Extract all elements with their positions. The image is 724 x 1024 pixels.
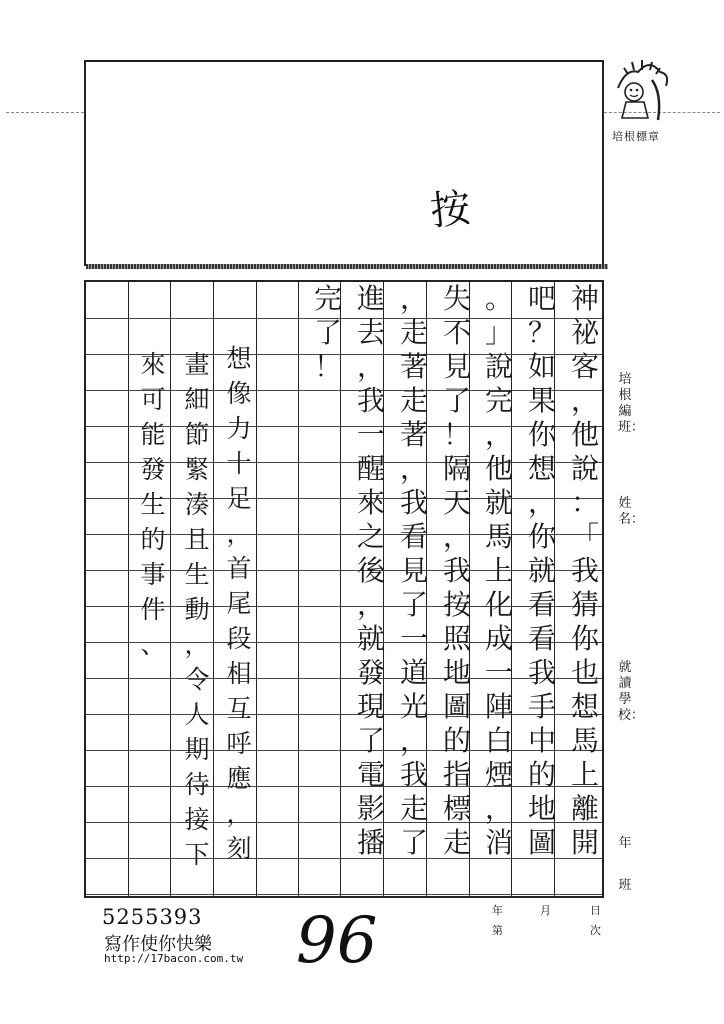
essay-char: 地 xyxy=(527,792,556,825)
essay-char: 播 xyxy=(356,826,385,859)
comment-char: 待 xyxy=(184,770,210,799)
essay-char: 就 xyxy=(484,486,513,519)
essay-char: 猜 xyxy=(570,588,599,621)
essay-char: 馬 xyxy=(570,724,599,757)
comment-char: 能 xyxy=(140,420,166,449)
essay-char: 我 xyxy=(399,758,428,791)
essay-char: 的 xyxy=(527,758,556,791)
grid-column-line xyxy=(298,282,299,896)
comment-char: 的 xyxy=(140,525,166,554)
essay-char: 完 xyxy=(484,384,513,417)
essay-char: 想 xyxy=(527,452,556,485)
essay-char: 客 xyxy=(570,350,599,383)
essay-char: 一 xyxy=(484,656,513,689)
essay-char: 吧 xyxy=(527,282,556,315)
essay-char: 你 xyxy=(527,418,556,451)
date-year-label: 年 xyxy=(492,904,503,917)
comment-char: 力 xyxy=(226,414,252,443)
essay-char: ， xyxy=(356,588,385,621)
essay-char: 手 xyxy=(527,690,556,723)
comment-char: 令 xyxy=(184,665,210,694)
essay-char: 不 xyxy=(442,316,471,349)
comment-char: 首 xyxy=(226,554,252,583)
essay-char: 電 xyxy=(356,758,385,791)
comment-char: 細 xyxy=(184,385,210,414)
essay-char: 的 xyxy=(442,724,471,757)
essay-char: 走 xyxy=(399,792,428,825)
essay-char: 消 xyxy=(484,826,513,859)
box-bottom-border xyxy=(86,264,608,269)
essay-char: 成 xyxy=(484,622,513,655)
essay-char: ， xyxy=(399,724,428,757)
essay-char: 隔 xyxy=(442,452,471,485)
essay-char: 他 xyxy=(484,452,513,485)
comment-char: 期 xyxy=(184,735,210,764)
comment-char: ， xyxy=(226,519,252,548)
top-dashed-line-left xyxy=(6,112,84,113)
name-label: 姓名： xyxy=(618,496,645,527)
essay-char: 化 xyxy=(484,588,513,621)
essay-char: 上 xyxy=(570,758,599,791)
essay-char: 我 xyxy=(399,486,428,519)
essay-char: 完 xyxy=(313,282,342,315)
comment-char: 生 xyxy=(184,560,210,589)
grid-column-line xyxy=(128,282,129,896)
essay-char: ， xyxy=(356,350,385,383)
essay-char: 果 xyxy=(527,384,556,417)
essay-char: 道 xyxy=(399,656,428,689)
essay-char: 照 xyxy=(442,622,471,655)
essay-char: 看 xyxy=(527,588,556,621)
date-day-label: 日 xyxy=(590,904,601,917)
essay-char: ， xyxy=(399,452,428,485)
essay-char: 」 xyxy=(484,316,513,349)
essay-char: 地 xyxy=(442,656,471,689)
essay-char: ， xyxy=(484,792,513,825)
grid-row-line xyxy=(86,858,602,859)
essay-char: 你 xyxy=(570,622,599,655)
comment-char: 動 xyxy=(184,595,210,624)
grid-column-line xyxy=(256,282,257,896)
essay-char: ！ xyxy=(442,418,471,451)
comment-char: 人 xyxy=(184,700,210,729)
essay-char: 神 xyxy=(570,282,599,315)
essay-char: 了 xyxy=(399,826,428,859)
score: 96 xyxy=(296,904,378,978)
essay-char: 標 xyxy=(442,792,471,825)
comment-char: 、 xyxy=(140,630,166,659)
comment-char: 來 xyxy=(140,350,166,379)
comment-char: 下 xyxy=(184,840,210,869)
class-unit-label: 班 xyxy=(618,878,632,893)
essay-char: 失 xyxy=(442,282,471,315)
date-month-label: 月 xyxy=(540,904,551,917)
essay-char: 說 xyxy=(570,452,599,485)
essay-char: ， xyxy=(484,418,513,451)
essay-char: 祕 xyxy=(570,316,599,349)
essay-char: 光 xyxy=(399,690,428,723)
essay-char: 。 xyxy=(484,282,513,315)
essay-char: 如 xyxy=(527,350,556,383)
essay-char: 上 xyxy=(484,554,513,587)
comment-char: 刻 xyxy=(226,834,252,863)
teacher-comment-box xyxy=(84,60,604,266)
essay-char: 見 xyxy=(442,350,471,383)
essay-char: 進 xyxy=(356,282,385,315)
footer-url: http://17bacon.com.tw xyxy=(104,952,244,965)
comment-char: 事 xyxy=(140,560,166,589)
comment-char: 想 xyxy=(226,344,252,373)
comment-char: 像 xyxy=(226,379,252,408)
essay-char: 圖 xyxy=(442,690,471,723)
comment-char: 生 xyxy=(140,490,166,519)
essay-char: ， xyxy=(399,282,428,315)
essay-char: 陣 xyxy=(484,690,513,723)
essay-char: 去 xyxy=(356,316,385,349)
essay-char: 了 xyxy=(442,384,471,417)
comment-char: 湊 xyxy=(184,490,210,519)
essay-char: ： xyxy=(570,486,599,519)
order-suffix-label: 次 xyxy=(590,924,601,937)
essay-char: 開 xyxy=(570,826,599,859)
essay-char: 來 xyxy=(356,486,385,519)
comment-char: 互 xyxy=(226,694,252,723)
essay-char: 我 xyxy=(442,554,471,587)
essay-char: 現 xyxy=(356,690,385,723)
essay-char: 著 xyxy=(399,418,428,451)
essay-char: ？ xyxy=(527,316,556,349)
essay-char: 煙 xyxy=(484,758,513,791)
essay-char: 看 xyxy=(399,520,428,553)
essay-char: ， xyxy=(570,384,599,417)
comment-char: 十 xyxy=(226,449,252,478)
essay-char: 後 xyxy=(356,554,385,587)
stamp-label: 培根標章 xyxy=(612,130,660,143)
class-label: 培根編班： xyxy=(618,372,645,435)
essay-char: 我 xyxy=(356,384,385,417)
essay-char: 走 xyxy=(442,826,471,859)
essay-char: 我 xyxy=(570,554,599,587)
comment-char: 段 xyxy=(226,624,252,653)
comment-char: 件 xyxy=(140,595,166,624)
comment-char: 且 xyxy=(184,525,210,554)
comment-char: 尾 xyxy=(226,589,252,618)
essay-char: ， xyxy=(442,520,471,553)
order-prefix-label: 第 xyxy=(492,924,503,937)
comment-char: ， xyxy=(184,630,210,659)
essay-char: 說 xyxy=(484,350,513,383)
essay-char: 他 xyxy=(570,418,599,451)
essay-char: 之 xyxy=(356,520,385,553)
comment-char: 節 xyxy=(184,420,210,449)
comment-char: 應 xyxy=(226,764,252,793)
essay-char: 一 xyxy=(356,418,385,451)
essay-char: 天 xyxy=(442,486,471,519)
essay-char: 按 xyxy=(442,588,471,621)
essay-char: 發 xyxy=(356,656,385,689)
essay-char: 想 xyxy=(570,690,599,723)
essay-char: 走 xyxy=(399,384,428,417)
essay-char: 也 xyxy=(570,656,599,689)
essay-char: 就 xyxy=(527,554,556,587)
comment-char: 相 xyxy=(226,659,252,688)
essay-char: 我 xyxy=(527,656,556,689)
essay-char: 醒 xyxy=(356,452,385,485)
essay-char: 馬 xyxy=(484,520,513,553)
comment-char: ， xyxy=(226,799,252,828)
comment-char: 畫 xyxy=(184,350,210,379)
essay-char: 圖 xyxy=(527,826,556,859)
comment-char: 緊 xyxy=(184,455,210,484)
bacon-mascot-icon xyxy=(612,58,672,124)
footer-slogan: 寫作使你快樂 xyxy=(104,934,212,955)
essay-char: 了 xyxy=(399,588,428,621)
essay-char: ！ xyxy=(313,350,342,383)
essay-char: 你 xyxy=(527,520,556,553)
essay-char: 走 xyxy=(399,316,428,349)
essay-char: 看 xyxy=(527,622,556,655)
grid-row-line xyxy=(86,894,602,895)
comment-char: 發 xyxy=(140,455,166,484)
essay-char: ， xyxy=(527,486,556,519)
essay-char: 離 xyxy=(570,792,599,825)
essay-char: 影 xyxy=(356,792,385,825)
essay-char: 見 xyxy=(399,554,428,587)
comment-char: 可 xyxy=(140,385,166,414)
essay-char: 指 xyxy=(442,758,471,791)
essay-char: 了 xyxy=(356,724,385,757)
essay-char: 著 xyxy=(399,350,428,383)
teacher-mark: 按 xyxy=(428,185,473,235)
grid-column-line xyxy=(170,282,171,896)
school-label: 就讀學校： xyxy=(618,660,645,723)
essay-char: 就 xyxy=(356,622,385,655)
essay-char: 一 xyxy=(399,622,428,655)
comment-char: 呼 xyxy=(226,729,252,758)
essay-char: 中 xyxy=(527,724,556,757)
comment-char: 足 xyxy=(226,484,252,513)
essay-char: 了 xyxy=(313,316,342,349)
paper-code: 5255393 xyxy=(102,905,203,929)
essay-char: 「 xyxy=(570,520,599,553)
comment-char: 接 xyxy=(184,805,210,834)
grade-label: 年 xyxy=(618,836,632,851)
essay-char: 白 xyxy=(484,724,513,757)
